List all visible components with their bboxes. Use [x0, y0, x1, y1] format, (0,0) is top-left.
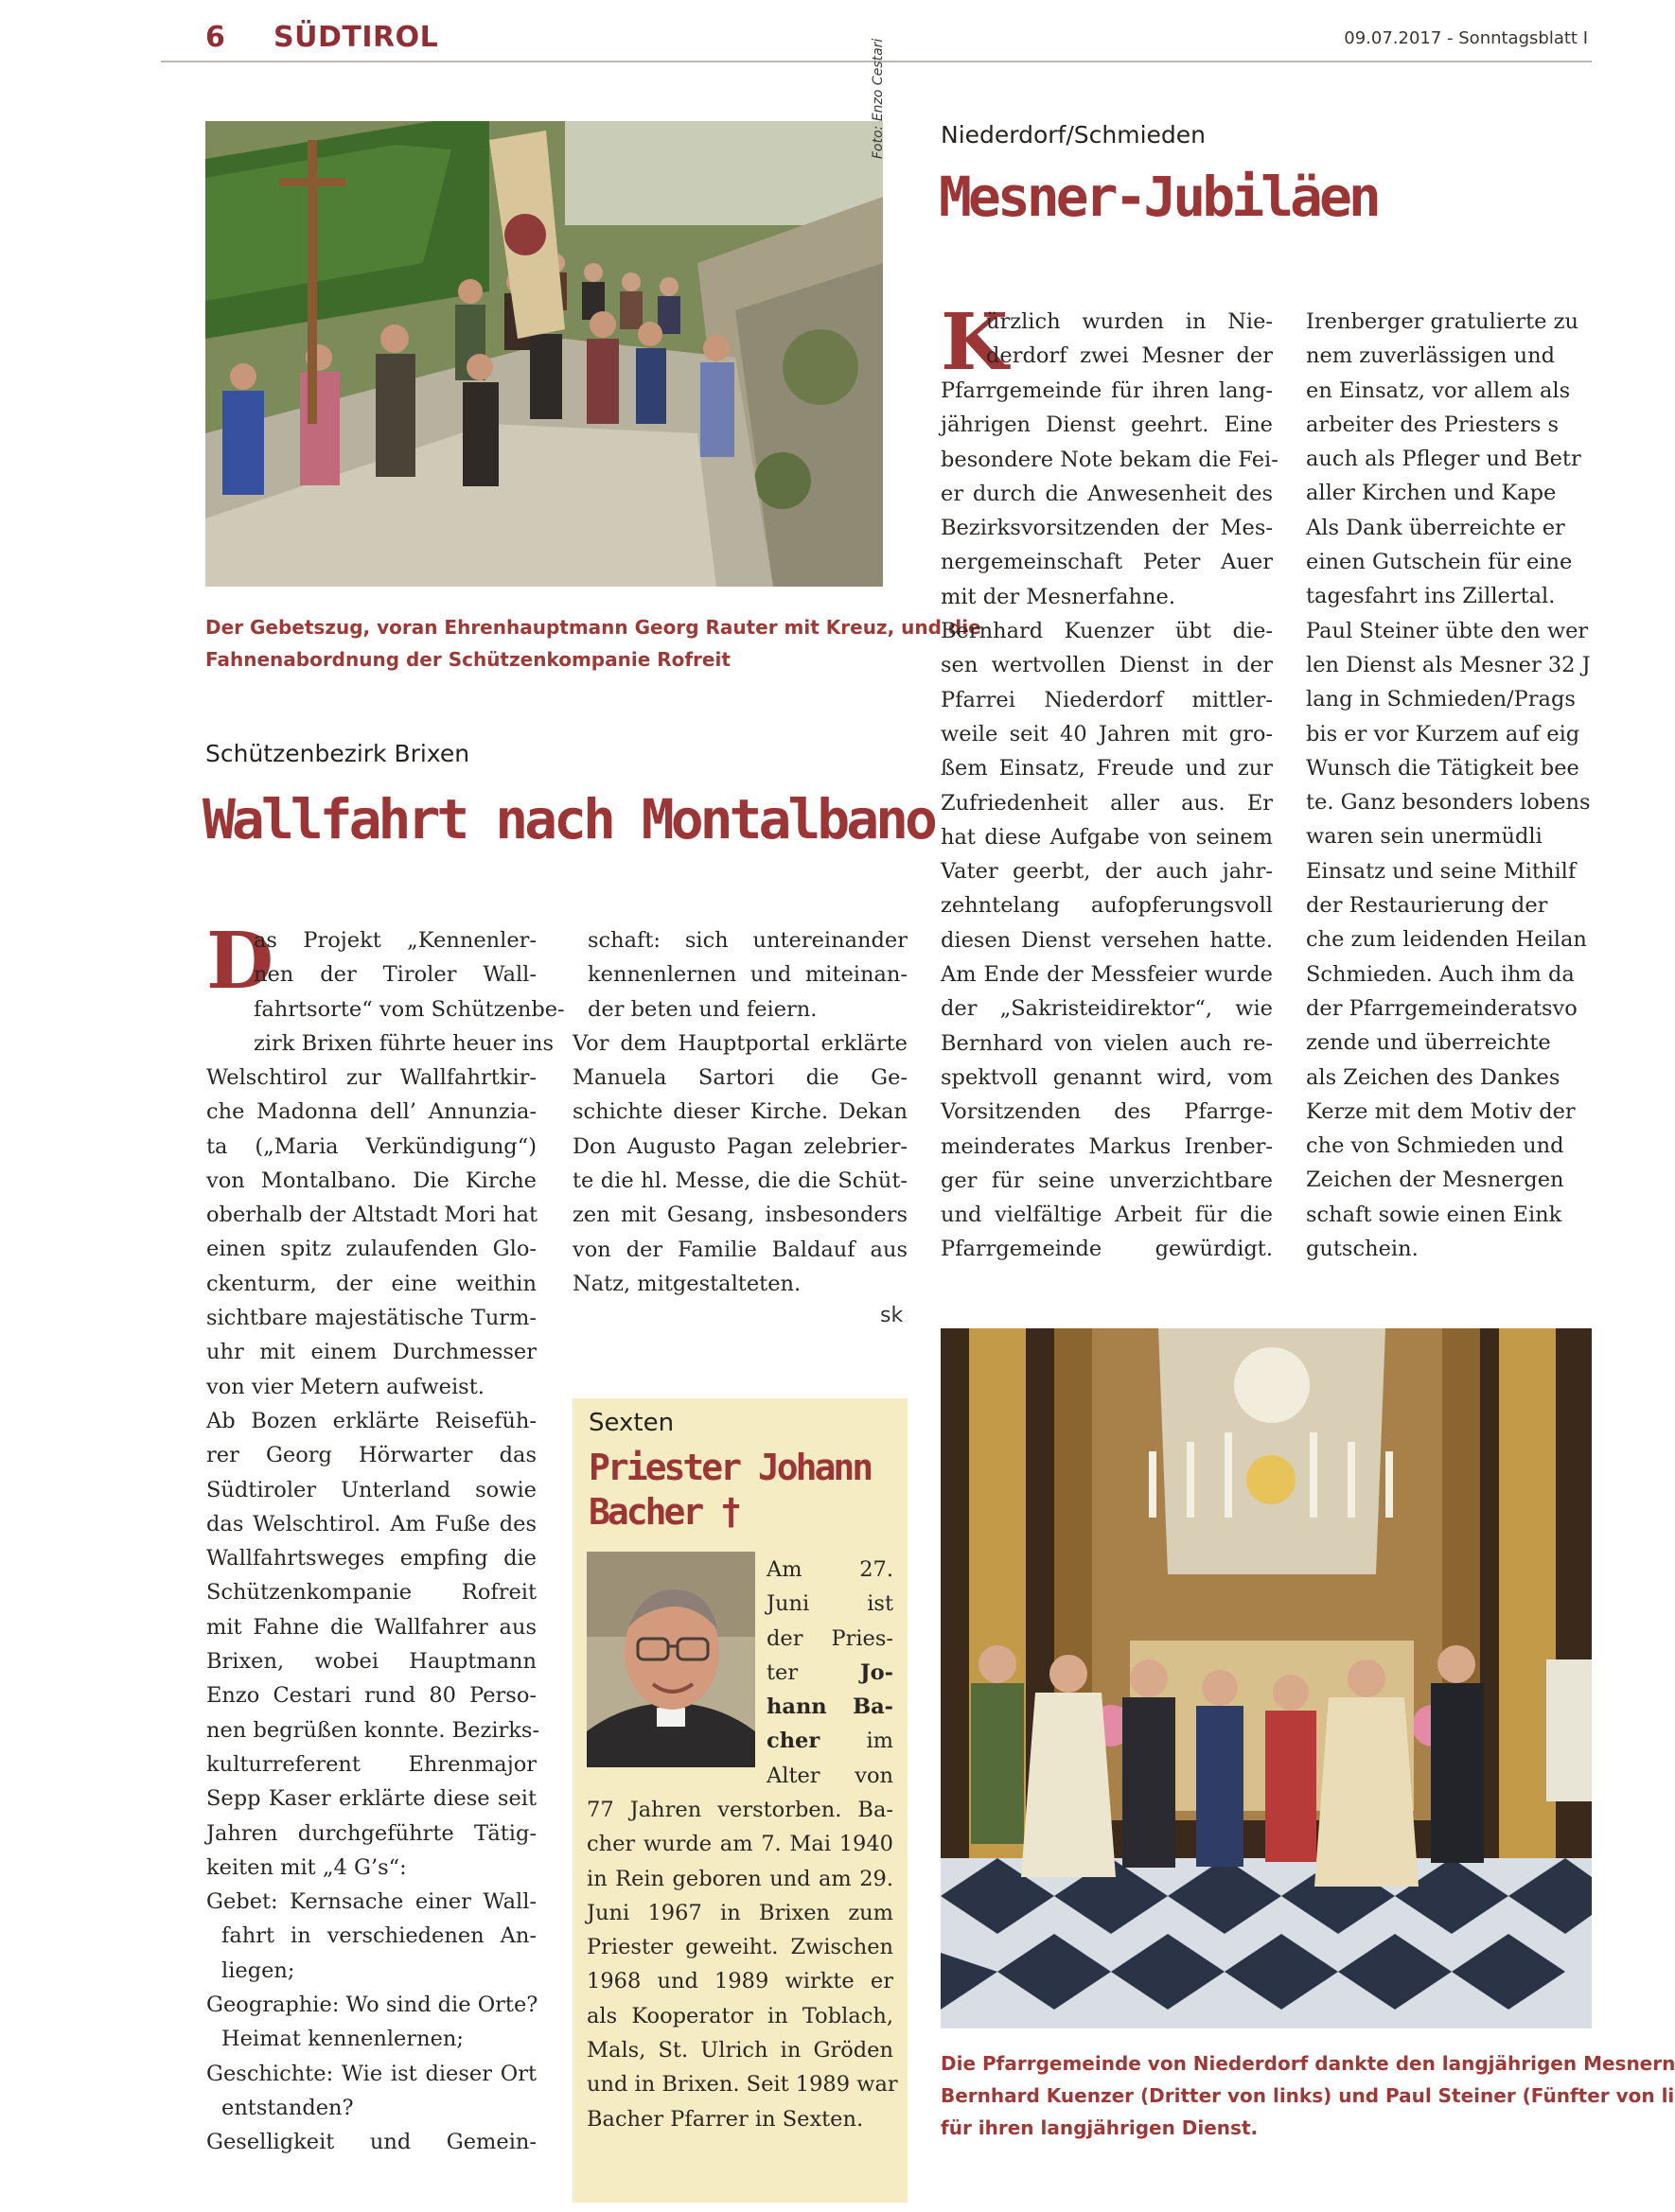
text-line: sen wertvollen Dienst in der — [941, 653, 1273, 678]
text-line: bis er vor Kurzem auf eig — [1306, 721, 1580, 746]
text-line: rer Georg Hörwarter das — [206, 1443, 537, 1468]
text-line: tagesfahrt ins Zillertal. — [1306, 584, 1556, 609]
text-line: sichtbare majestätische Turm- — [206, 1306, 537, 1331]
caption-line: für ihren langjährigen Dienst. — [941, 2116, 1259, 2139]
text-line: Irenberger gratulierte zu — [1306, 309, 1578, 334]
article-kicker-left: Schützenbezirk Brixen — [205, 740, 470, 767]
text-line: der Restaurierung der — [1306, 893, 1548, 919]
text-line: Ab Bozen erklärte Reisefüh- — [206, 1408, 537, 1433]
text-line: en Einsatz, vor allem als — [1306, 377, 1571, 403]
text-line: einen Gutschein für eine — [1306, 550, 1573, 575]
text-line: Südtiroler Unterland sowie — [206, 1477, 537, 1502]
text-line: zende und überreichte — [1306, 1030, 1551, 1056]
text-line: kennenlernen und miteinan- — [588, 962, 908, 988]
text-line: 77 Jahren verstorben. Ba- — [587, 1798, 893, 1822]
article-headline-right: Mesner-Jubiläen — [939, 165, 1378, 229]
text-line: als Kooperator in Toblach, — [587, 2003, 893, 2028]
text-line: Paul Steiner übte den wer — [1306, 618, 1589, 643]
article-kicker-right: Niederdorf/Schmieden — [941, 121, 1207, 149]
text-line: ßem Einsatz, Freude und zur — [941, 756, 1273, 781]
photo-credit: Foto: Enzo Cestari — [871, 38, 886, 159]
text-line: Schützenkompanie Rofreit — [206, 1580, 537, 1606]
text-line: weile seit 40 Jahren mit gro- — [941, 721, 1273, 746]
text-line: besondere Note bekam die Fei- — [941, 447, 1278, 472]
caption-line: Die Pfarrgemeinde von Niederdorf dankte den langjährigen Mesnern — [941, 2052, 1675, 2075]
text-line: Zufriedenheit aller aus. Er — [941, 790, 1273, 816]
article-left-column-1 — [206, 1061, 540, 2160]
text-line: schaft: sich untereinander — [588, 928, 908, 953]
text-line: Vorsitzenden des Pfarrge- — [941, 1099, 1273, 1125]
pilgrimage-photo — [205, 121, 883, 587]
text-line: und vielfältige Arbeit für die — [941, 1203, 1273, 1228]
text-line: Sepp Kaser erklärte diese seit — [206, 1786, 537, 1812]
text-line: er durch die Anwesenheit des — [941, 481, 1273, 506]
photo-caption-left — [205, 611, 981, 676]
text-line: und in Brixen. Seit 1989 war — [587, 2072, 898, 2098]
title-line: Bacher † — [589, 1491, 740, 1533]
text-line: Am Ende der Messfeier wurde — [941, 962, 1273, 988]
section-title: SÜDTIROL — [273, 21, 439, 54]
text-line: als Zeichen des Dankes — [1306, 1064, 1560, 1090]
text-line: mit der Mesnerfahne. — [941, 584, 1176, 609]
text-line: schichte dieser Kirche. Dekan — [573, 1099, 908, 1125]
text-line: zen mit Gesang, insbesonders — [573, 1203, 908, 1228]
drop-cap-left: D — [206, 916, 274, 1007]
text-line: ckenturm, der eine weithin — [206, 1271, 537, 1296]
text-line: Don Augusto Pagan zelebrier- — [573, 1133, 908, 1159]
text-line: Bernhard Kuenzer übt die- — [941, 619, 1273, 644]
article-right-column-1 — [941, 374, 1278, 1267]
text-line: Wallfahrtsweges empfing die — [206, 1546, 537, 1571]
text-line: auch als Pfleger und Betr — [1306, 447, 1581, 472]
text-line: Gebet: Kernsache einer Wall- — [206, 1889, 537, 1915]
article-left-column-1-top — [254, 923, 565, 1061]
text-line: Zeichen der Mesnergen — [1306, 1167, 1564, 1193]
article-headline-left: Wallfahrt nach Montalbano — [203, 787, 934, 851]
text-line: Bezirksvorsitzenden der Mes- — [941, 516, 1273, 541]
text-line: von vier Metern aufweist. — [206, 1374, 485, 1399]
text-line: Mals, St. Ulrich in Gröden — [587, 2038, 893, 2063]
text-line: spektvoll genannt wird, vom — [941, 1064, 1273, 1090]
text-line: in Rein geboren und am 29. — [587, 1866, 893, 1891]
text-line: Wunsch die Tätigkeit bee — [1306, 755, 1579, 781]
text-line: Juni ist — [767, 1591, 893, 1617]
text-line: nen begrüßen konnte. Bezirks- — [206, 1717, 540, 1743]
text-line: nergemeinschaft Peter Auer — [941, 550, 1273, 575]
text-line: schaft sowie einen Eink — [1306, 1202, 1562, 1227]
article-left-column-2 — [573, 923, 908, 1301]
text-line: Einsatz und seine Mithilf — [1306, 858, 1577, 884]
obituary-text — [587, 1793, 898, 2136]
text-line: Natz, mitgestalteten. — [573, 1271, 802, 1296]
text-line: Vater geerbt, der auch jahr- — [941, 859, 1273, 885]
article-right-column-2 — [1306, 305, 1592, 1270]
text-line: te die hl. Messe, die die Schüt- — [573, 1168, 908, 1194]
text-line: nem zuverlässigen und — [1306, 343, 1556, 369]
text-line: fahrt in verschiedenen An- — [221, 1923, 537, 1949]
text-line: as Projekt „Kennenler- — [254, 928, 537, 953]
text-line: Pfarrgemeinde gewürdigt. — [941, 1237, 1273, 1262]
text-line: arbeiter des Priesters s — [1306, 412, 1560, 437]
caption-line: Fahnenabordnung der Schützenkompanie Rofreit — [205, 648, 731, 671]
text-line: lang in Schmieden/Prags — [1306, 687, 1576, 712]
text-line: Pfarrgemeinde für ihren lang- — [941, 378, 1273, 403]
text-line: uhr mit einem Durchmesser — [206, 1340, 537, 1365]
text-line: der „Sakristeidirektor“, wie — [941, 996, 1273, 1022]
text-line: Geselligkeit und Gemein- — [206, 2130, 537, 2155]
text-line: Vor dem Hauptportal erklärte — [573, 1030, 908, 1056]
text-line: Manuela Sartori die Ge- — [573, 1065, 908, 1091]
text-line: Heimat kennenlernen; — [221, 2027, 464, 2052]
text-line: von Montalbano. Die Kirche — [206, 1167, 537, 1193]
text-line: Als Dank überreichte er — [1306, 515, 1565, 540]
text-line: Juni 1967 in Brixen zum — [587, 1900, 893, 1925]
publication-date: 09.07.2017 - Sonntagsblatt I — [1344, 28, 1588, 48]
text-line: von der Familie Baldauf aus — [573, 1237, 908, 1262]
text-line: Geschichte: Wie ist dieser Ort — [206, 2061, 537, 2086]
text-line: kulturreferent Ehrenmajor — [206, 1751, 537, 1777]
obituary-kicker: Sexten — [589, 1409, 675, 1437]
obituary-title — [589, 1446, 871, 1535]
church-group-photo — [941, 1328, 1592, 2028]
text-line: diesen Dienst versehen hatte. — [941, 927, 1273, 953]
text-line: zehntelang aufopferungsvoll — [941, 893, 1273, 919]
author-signature: sk — [880, 1304, 904, 1327]
text-line: aller Kirchen und Kape — [1306, 481, 1557, 506]
text-line: Bernhard von vielen auch re- — [941, 1030, 1273, 1056]
priest-portrait — [587, 1552, 755, 1767]
text-line: te. Ganz besonders lobens — [1306, 790, 1591, 816]
text-line: Pfarrei Niederdorf mittler- — [941, 687, 1273, 712]
text-line: che Madonna dell’ Annunzia- — [206, 1099, 537, 1125]
text-line: Schmieden. Auch ihm da — [1306, 961, 1575, 987]
text-line: Welschtirol zur Wallfahrtkir- — [206, 1065, 537, 1090]
text-line: Brixen, wobei Hauptmann — [206, 1649, 537, 1675]
text-line: meinderates Markus Irenber- — [941, 1133, 1273, 1159]
text-line: Enzo Cestari rund 80 Perso- — [206, 1683, 537, 1709]
text-line: che von Schmieden und — [1306, 1133, 1564, 1159]
caption-line: Der Gebetszug, voran Ehrenhauptmann Georg Rauter mit Kreuz, und die — [205, 616, 981, 639]
text-line: Geographie: Wo sind die Orte? — [206, 1993, 538, 2018]
photo-caption-right — [941, 2047, 1675, 2151]
title-line: Priester Johann — [589, 1447, 872, 1488]
text-line: Priester geweiht. Zwischen — [587, 1935, 893, 1960]
text-line: fahrtsorte“ vom Schützenbe- — [254, 996, 565, 1022]
text-line: zirk Brixen führte heuer ins — [254, 1030, 555, 1056]
text-line: der Pfarrgemeinderatsvo — [1306, 995, 1578, 1021]
text-line: gutschein. — [1306, 1237, 1419, 1262]
text-line: das Welschtirol. Am Fuße des — [206, 1511, 537, 1536]
text-line: derdorf zwei Mesner der — [986, 343, 1273, 369]
text-line: Kerze mit dem Motiv der — [1306, 1098, 1576, 1124]
text-line: der Pries- — [767, 1625, 893, 1651]
text-line: Jahren durchgeführte Tätig- — [206, 1820, 537, 1846]
text-line: liegen; — [221, 1957, 295, 1983]
article-right-column-1-top — [986, 305, 1273, 374]
text-line: ürzlich wurden in Nie- — [986, 309, 1273, 334]
text-line: Bacher Pfarrer in Sexten. — [587, 2106, 864, 2132]
text-line: 1968 und 1989 wirkte er — [587, 1969, 893, 1994]
text-line: oberhalb der Altstadt Mori hat — [206, 1203, 538, 1228]
text-line: entstanden? — [221, 2095, 354, 2120]
obituary-side-text — [767, 1553, 893, 1793]
text-line: cher im — [767, 1729, 893, 1754]
text-line: Alter von — [767, 1763, 893, 1788]
text-line: einen spitz zulaufenden Glo- — [206, 1237, 537, 1262]
text-line: len Dienst als Mesner 32 J — [1306, 652, 1591, 677]
text-line: ta („Maria Verkündigung“) — [206, 1133, 537, 1159]
text-line: mit Fahne die Wallfahrer aus — [206, 1614, 537, 1640]
text-line: hat diese Aufgabe von seinem — [941, 824, 1273, 850]
text-line: cher wurde am 7. Mai 1940 — [587, 1832, 893, 1857]
text-line: keiten mit „4 G’s“: — [206, 1854, 407, 1880]
drop-cap-right: K — [941, 297, 1009, 388]
text-line: der beten und feiern. — [588, 996, 818, 1022]
text-line: ger für seine unverzichtbare — [941, 1167, 1273, 1193]
text-line: hann Ba- — [767, 1694, 893, 1720]
text-line: Am 27. — [767, 1557, 893, 1582]
page-number: 6 — [205, 21, 225, 54]
text-line: ter Jo- — [767, 1659, 893, 1685]
text-line: che zum leidenden Heilan — [1306, 927, 1587, 953]
caption-line: Bernhard Kuenzer (Dritter von links) und Paul Steiner (Fünfter von li — [941, 2084, 1675, 2107]
text-line: jährigen Dienst geehrt. Eine — [941, 413, 1273, 438]
text-line: nen der Tiroler Wall- — [254, 962, 537, 988]
text-line: waren sein unermüdli — [1306, 824, 1543, 850]
